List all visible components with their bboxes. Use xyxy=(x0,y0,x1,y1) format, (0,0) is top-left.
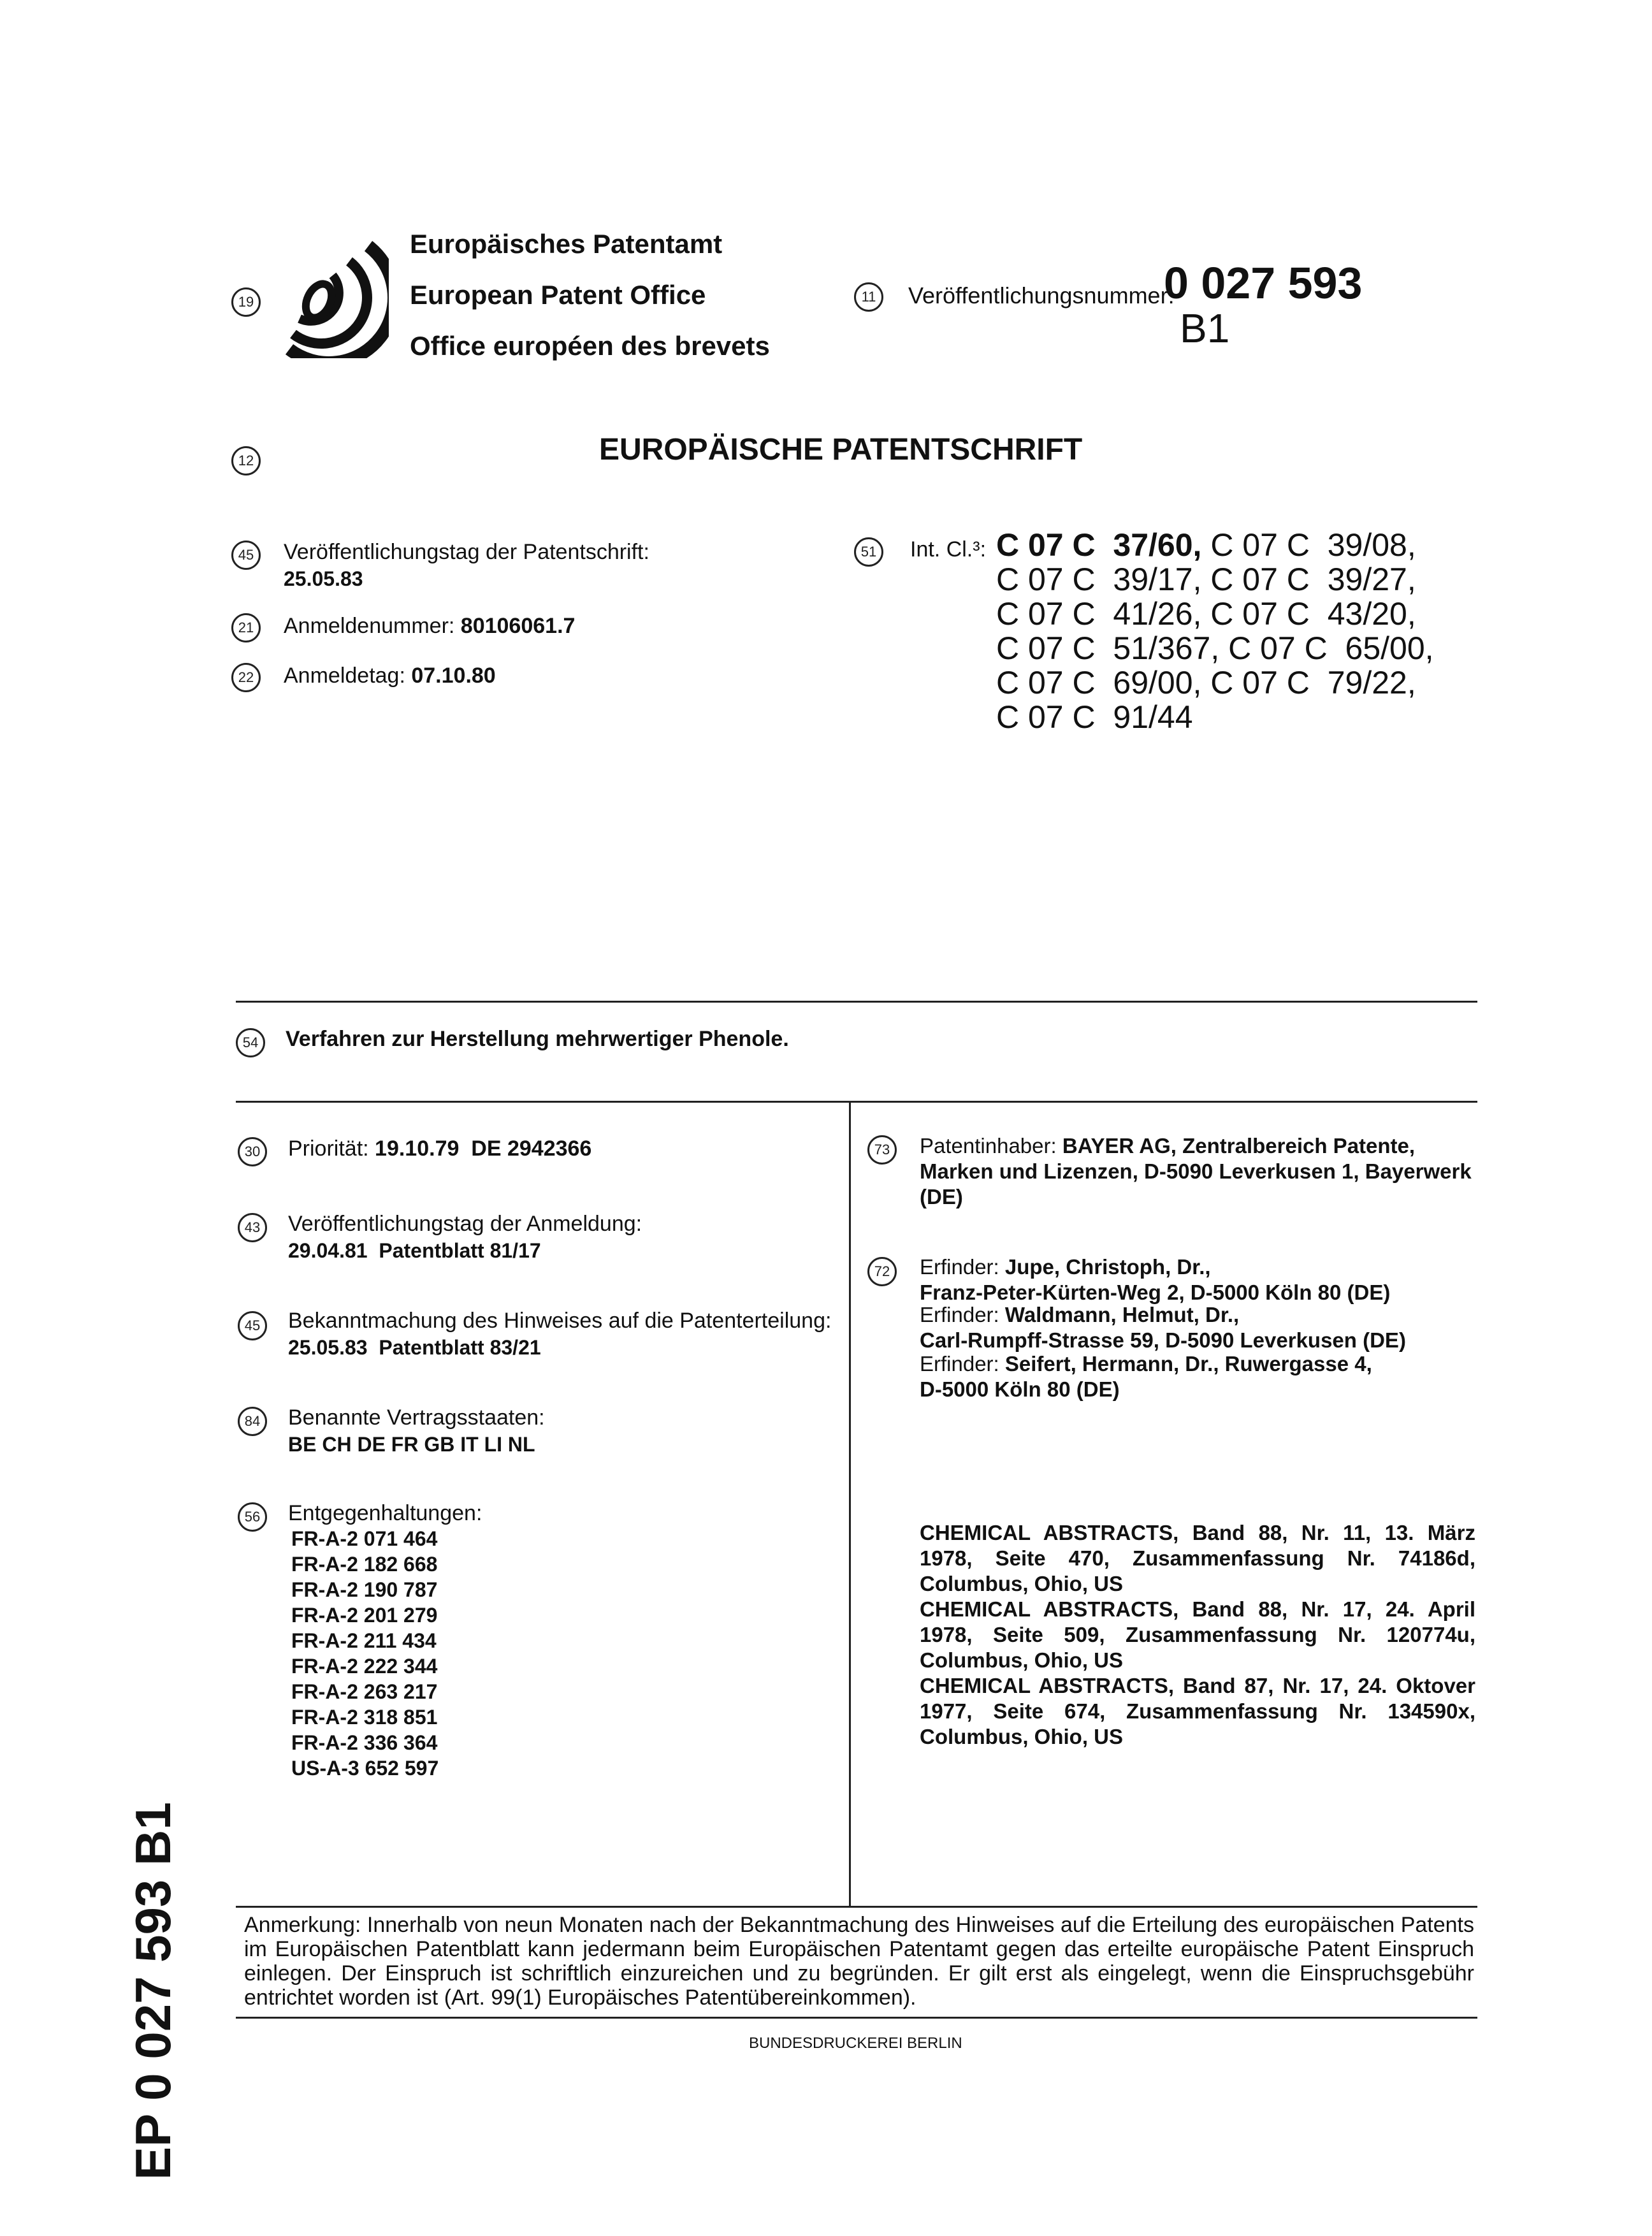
citation-item: FR-A-2 182 668 xyxy=(291,1553,438,1576)
proprietor-line-1 xyxy=(920,1133,1415,1159)
citation-item: FR-A-2 263 217 xyxy=(291,1680,438,1703)
reference-item: CHEMICAL ABSTRACTS, Band 88, Nr. 11, 13. März 1978, Seite 470, Zusammenfassung Nr. 74186d, Columbus, Ohio, US xyxy=(920,1521,1475,1595)
classification-secondary: C 07 C 39/08, xyxy=(1210,527,1416,563)
divider-line xyxy=(236,1101,1477,1103)
priority xyxy=(288,1136,591,1161)
inventor-1-address: Franz-Peter-Kürten-Weg 2, D-5000 Köln 80 (DE) xyxy=(920,1281,1391,1304)
inid-code-21: 21 xyxy=(231,613,261,642)
int-cl-label: Int. Cl.³: xyxy=(910,537,987,562)
classification-line-1 xyxy=(996,528,1416,562)
filing-date-value: 07.10.80 xyxy=(411,664,496,688)
citation-item: FR-A-2 201 279 xyxy=(291,1604,438,1627)
inventor-label: Erfinder: xyxy=(920,1303,999,1326)
office-name-de: Europäisches Patentamt xyxy=(410,229,723,259)
inventor-2-line xyxy=(920,1302,1239,1328)
inid-code-56: 56 xyxy=(238,1502,267,1532)
citation-item: FR-A-2 071 464 xyxy=(291,1527,438,1550)
citation-item: FR-A-2 211 434 xyxy=(291,1629,437,1652)
inventor-3-line xyxy=(920,1351,1372,1377)
inid-code-12: 12 xyxy=(231,446,261,476)
classification-line-6: C 07 C 91/44 xyxy=(996,699,1193,735)
kind-code: B1 xyxy=(1180,305,1230,351)
inid-code-51: 51 xyxy=(854,537,883,567)
citation-item: FR-A-2 190 787 xyxy=(291,1578,438,1601)
divider-line xyxy=(236,2017,1477,2019)
citation-item: FR-A-2 318 851 xyxy=(291,1706,438,1729)
inid-code-11: 11 xyxy=(854,282,883,312)
opposition-note: Anmerkung: Innerhalb von neun Monaten nach der Bekanntmachung des Hinweises auf die Erteilung des europäischen Patents im Europäischen Patentblatt kann jedermann beim Europäischen Patentamt gegen das erteilte europäische Patent Einspruch einlegen. Der Einspruch ist schriftlich einzureichen und zu begründen. Er gilt erst als eingelegt, wenn die Einspruchsgebühr entrichtet worden ist (Art. 99(1) Europäisches Patentübereinkommen). xyxy=(244,1913,1474,2010)
application-publication-label: Veröffentlichungstag der Anmeldung: xyxy=(288,1212,642,1236)
inid-code-45: 45 xyxy=(238,1311,267,1340)
filing-date xyxy=(284,663,496,688)
classification-line-4: C 07 C 51/367, C 07 C 65/00, xyxy=(996,630,1434,666)
proprietor-label: Patentinhaber: xyxy=(920,1134,1057,1158)
column-divider xyxy=(849,1103,851,1906)
inventor-label: Erfinder: xyxy=(920,1352,999,1376)
inventor-3-name: Seifert, Hermann, Dr., Ruwergasse 4, xyxy=(1004,1352,1372,1376)
pub-number: 0 027 593 xyxy=(1164,258,1363,308)
printer-name: BUNDESDRUCKEREI BERLIN xyxy=(749,2035,962,2052)
citations-label: Entgegenhaltungen: xyxy=(288,1501,482,1525)
classification-line-2: C 07 C 39/17, C 07 C 39/27, xyxy=(996,562,1416,597)
citation-item: US-A-3 652 597 xyxy=(291,1757,439,1780)
reference-item: CHEMICAL ABSTRACTS, Band 87, Nr. 17, 24. Oktover 1977, Seite 674, Zusammenfassung Nr. 134590x, Columbus, Ohio, US xyxy=(920,1674,1475,1748)
epo-logo-icon xyxy=(280,237,389,358)
proprietor-line-2: Marken und Lizenzen, D-5090 Leverkusen 1, Bayerwerk xyxy=(920,1159,1472,1183)
proprietor-line-3: (DE) xyxy=(920,1185,963,1209)
inventor-2-address: Carl-Rumpff-Strasse 59, D-5090 Leverkusen (DE) xyxy=(920,1328,1406,1352)
priority-value: 19.10.79 DE 2942366 xyxy=(375,1136,592,1161)
designated-states-label: Benannte Vertragsstaaten: xyxy=(288,1405,545,1430)
inid-code-19: 19 xyxy=(231,287,261,317)
application-publication-value: 29.04.81 Patentblatt 81/17 xyxy=(288,1239,541,1262)
inid-code-73: 73 xyxy=(867,1135,897,1165)
proprietor-name: BAYER AG, Zentralbereich Patente, xyxy=(1062,1134,1416,1158)
application-number-value: 80106061.7 xyxy=(460,614,576,638)
side-document-number: EP 0 027 593 B1 xyxy=(125,1802,181,2180)
inventor-label: Erfinder: xyxy=(920,1255,999,1279)
citations-list xyxy=(291,1526,438,1781)
classification-line-5: C 07 C 69/00, C 07 C 79/22, xyxy=(996,665,1416,701)
inventor-2-name: Waldmann, Helmut, Dr., xyxy=(1004,1303,1240,1326)
invention-title: Verfahren zur Herstellung mehrwertiger Phenole. xyxy=(286,1027,789,1051)
inventor-1-name: Jupe, Christoph, Dr., xyxy=(1004,1255,1211,1279)
grant-mention-value: 25.05.83 Patentblatt 83/21 xyxy=(288,1336,541,1359)
inid-code-54: 54 xyxy=(236,1028,265,1057)
divider-line xyxy=(236,1001,1477,1003)
filing-date-label: Anmeldetag: xyxy=(284,664,405,688)
publication-date-value: 25.05.83 xyxy=(284,567,363,590)
priority-label: Priorität: xyxy=(288,1136,369,1161)
citation-item: FR-A-2 336 364 xyxy=(291,1731,438,1754)
citation-item: FR-A-2 222 344 xyxy=(291,1655,438,1678)
divider-line xyxy=(236,1906,1477,1908)
classification-primary: C 07 C 37/60, xyxy=(996,527,1202,563)
pub-number-label: Veröffentlichungsnummer: xyxy=(908,282,1175,309)
inventor-1-line xyxy=(920,1254,1211,1280)
inid-code-72: 72 xyxy=(867,1257,897,1286)
application-number-label: Anmeldenummer: xyxy=(284,614,455,638)
classification-line-3: C 07 C 41/26, C 07 C 43/20, xyxy=(996,596,1416,632)
publication-date-label: Veröffentlichungstag der Patentschrift: xyxy=(284,540,649,564)
document-type-title: EUROPÄISCHE PATENTSCHRIFT xyxy=(599,433,1083,467)
office-name-en: European Patent Office xyxy=(410,280,706,310)
inid-code-30: 30 xyxy=(238,1137,267,1166)
inid-code-22: 22 xyxy=(231,663,261,692)
office-name-fr: Office européen des brevets xyxy=(410,331,770,361)
designated-states-value: BE CH DE FR GB IT LI NL xyxy=(288,1433,535,1456)
inid-code-45: 45 xyxy=(231,541,261,570)
grant-mention-label: Bekanntmachung des Hinweises auf die Patenterteilung: xyxy=(288,1309,832,1333)
inid-code-43: 43 xyxy=(238,1213,267,1242)
reference-item: CHEMICAL ABSTRACTS, Band 88, Nr. 17, 24. April 1978, Seite 509, Zusammenfassung Nr. 120774u, Columbus, Ohio, US xyxy=(920,1597,1475,1672)
application-number xyxy=(284,613,575,639)
inventor-3-address: D-5000 Köln 80 (DE) xyxy=(920,1377,1120,1401)
inid-code-84: 84 xyxy=(238,1407,267,1436)
